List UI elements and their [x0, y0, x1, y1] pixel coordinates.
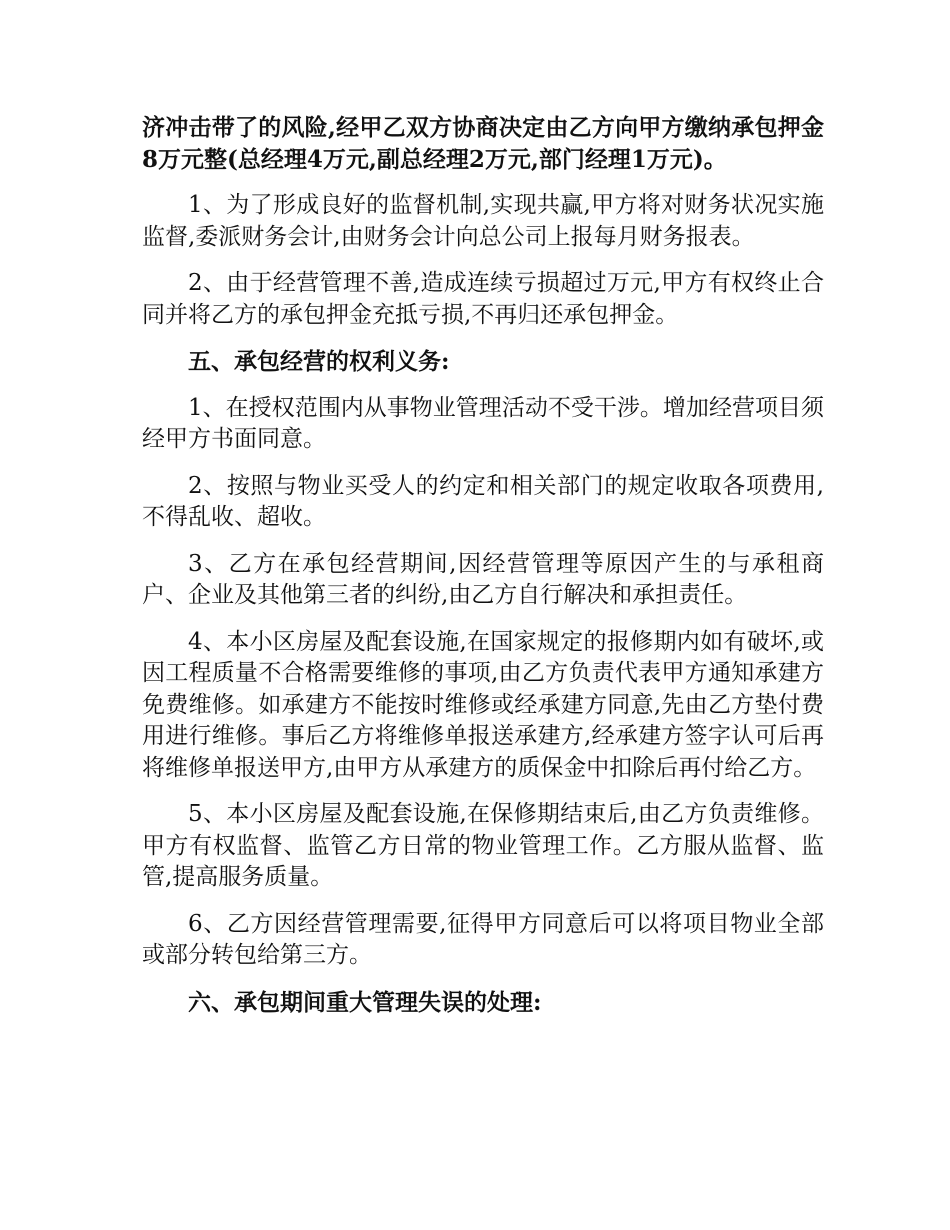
- paragraph-post-warranty: 5、本小区房屋及配套设施,在保修期结束后,由乙方负责维修。甲方有权监督、监管乙方日常的物业管理工作。乙方服从监督、监管,提高服务质量。: [142, 801, 824, 890]
- paragraph-warranty-repair: 4、本小区房屋及配套设施,在国家规定的报修期内如有破坏,或因工程质量不合格需要维修的事项,由乙方负责代表甲方通知承建方免费维修。如承建方不能按时维修或经承建方同意,先由乙方垫付费用进行维修。事后乙方将维修单报送承建方,经承建方签字认可后再将维修单报送甲方,由甲方从承建方的质保金中扣除后再付给乙方。: [142, 628, 824, 781]
- section-heading-rights-duties: 五、承包经营的权利义务:: [188, 348, 450, 375]
- paragraph-authorized-scope: 1、在授权范围内从事物业管理活动不受干涉。增加经营项目须经甲方书面同意。: [142, 394, 824, 452]
- paragraph-subcontract: 6、乙方因经营管理需要,征得甲方同意后可以将项目物业全部或部分转包给第三方。: [142, 910, 824, 968]
- section-heading-major-errors: 六、承包期间重大管理失误的处理:: [188, 988, 542, 1016]
- paragraph-deposit: 济冲击带了的风险,经甲乙双方协商决定由乙方向甲方缴纳承包押金8万元整(总经理4万元,副总经理2万元,部门经理1万元)。: [142, 114, 824, 173]
- document-page: [142, 112, 824, 1018]
- paragraph-fee-collection: 2、按照与物业买受人的约定和相关部门的规定收取各项费用,不得乱收、超收。: [142, 472, 824, 530]
- paragraph-dispute-liability: 3、乙方在承包经营期间,因经营管理等原因产生的与承租商户、企业及其他第三者的纠纷,由乙方自行解决和承担责任。: [142, 550, 824, 608]
- paragraph-finance-supervision: 1、为了形成良好的监督机制,实现共赢,甲方将对财务状况实施监督,委派财务会计,由财务会计向总公司上报每月财务报表。: [142, 192, 824, 250]
- paragraph-loss-termination: 2、由于经营管理不善,造成连续亏损超过万元,甲方有权终止合同并将乙方的承包押金充抵亏损,不再归还承包押金。: [142, 270, 824, 328]
